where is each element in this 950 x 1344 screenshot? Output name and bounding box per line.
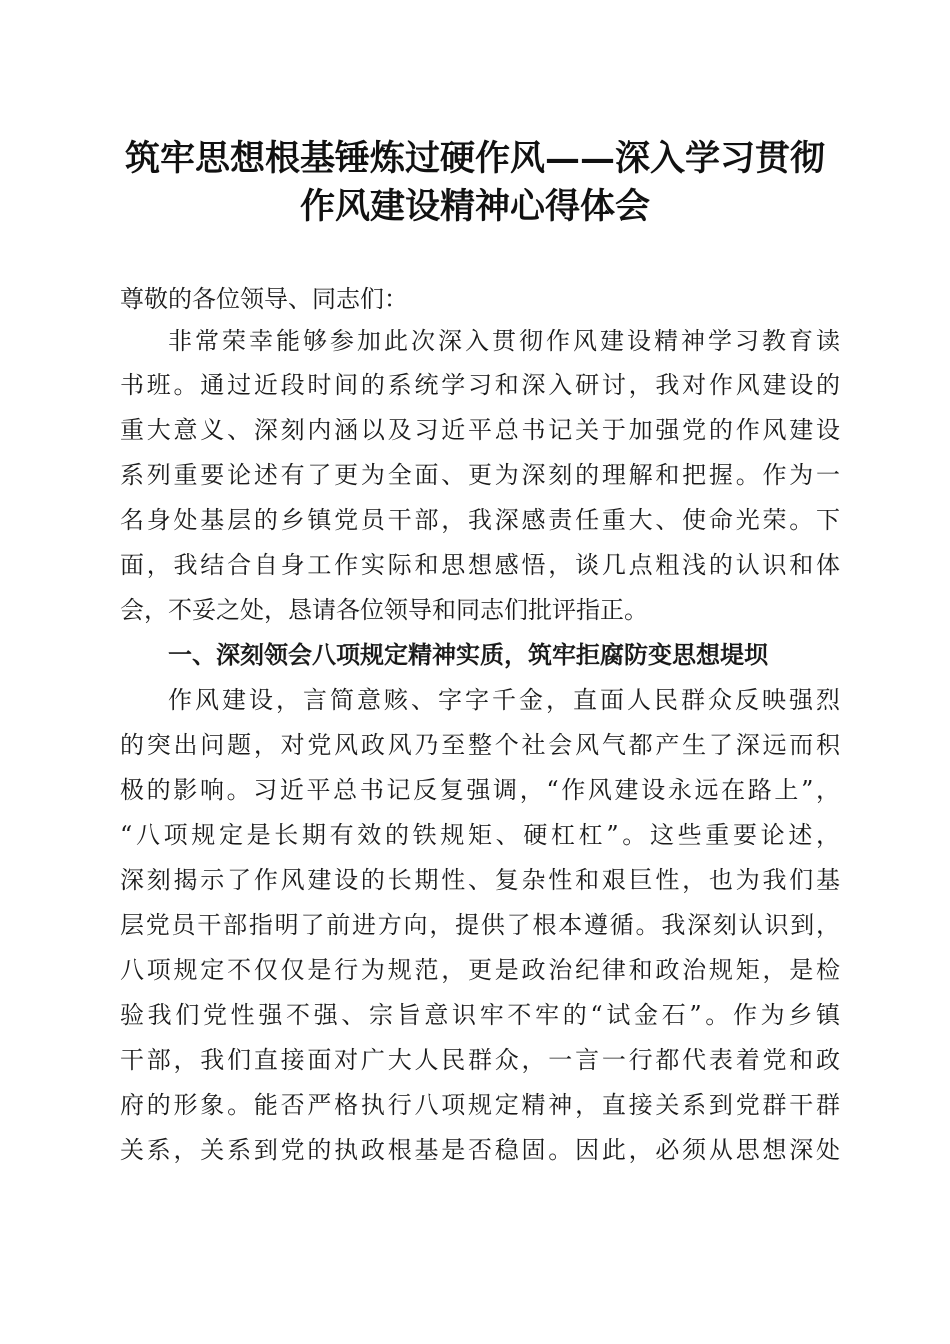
intro-line: 系列重要论述有了更为全面、更为深刻的理解和把握。作为一 [120, 461, 840, 489]
intro-line: 会，不妥之处，恳请各位领导和同志们批评指正。 [120, 596, 648, 624]
section-line: 层党员干部指明了前进方向，提供了根本遵循。我深刻认识到， [120, 911, 840, 939]
section-heading: 一、深刻领会八项规定精神实质，筑牢拒腐防变思想堤坝 [168, 641, 768, 669]
intro-line: 名身处基层的乡镇党员干部，我深感责任重大、使命光荣。下 [120, 506, 840, 534]
section-line: 作风建设，言简意赅、字字千金，直面人民群众反映强烈 [168, 686, 840, 714]
document-title-line-2: 作风建设精神心得体会 [299, 186, 650, 227]
intro-line: 面，我结合自身工作实际和思想感悟，谈几点粗浅的认识和体 [120, 551, 840, 579]
section-line: 深刻揭示了作风建设的长期性、复杂性和艰巨性，也为我们基 [120, 866, 840, 894]
intro-line: 书班。通过近段时间的系统学习和深入研讨，我对作风建设的 [120, 371, 840, 399]
section-line: 关系，关系到党的执政根基是否稳固。因此，必须从思想深处 [120, 1136, 840, 1164]
salutation: 尊敬的各位领导、同志们： [120, 285, 408, 313]
section-line: 的突出问题，对党风政风乃至整个社会风气都产生了深远而积 [120, 731, 840, 759]
section-line: 府的形象。能否严格执行八项规定精神，直接关系到党群干群 [120, 1091, 840, 1119]
section-line: 验我们党性强不强、宗旨意识牢不牢的“试金石”。作为乡镇 [120, 1001, 840, 1029]
section-line: 极的影响。习近平总书记反复强调，“作风建设永远在路上”， [120, 776, 840, 804]
intro-line: 重大意义、深刻内涵以及习近平总书记关于加强党的作风建设 [120, 416, 840, 444]
section-line: “八项规定是长期有效的铁规矩、硬杠杠”。这些重要论述， [120, 821, 840, 849]
section-line: 八项规定不仅仅是行为规范，更是政治纪律和政治规矩，是检 [120, 956, 840, 984]
intro-line: 非常荣幸能够参加此次深入贯彻作风建设精神学习教育读 [168, 327, 840, 355]
document-title-line-1: 筑牢思想根基锤炼过硬作风——深入学习贯彻 [124, 138, 825, 179]
section-line: 干部，我们直接面对广大人民群众，一言一行都代表着党和政 [120, 1046, 840, 1074]
